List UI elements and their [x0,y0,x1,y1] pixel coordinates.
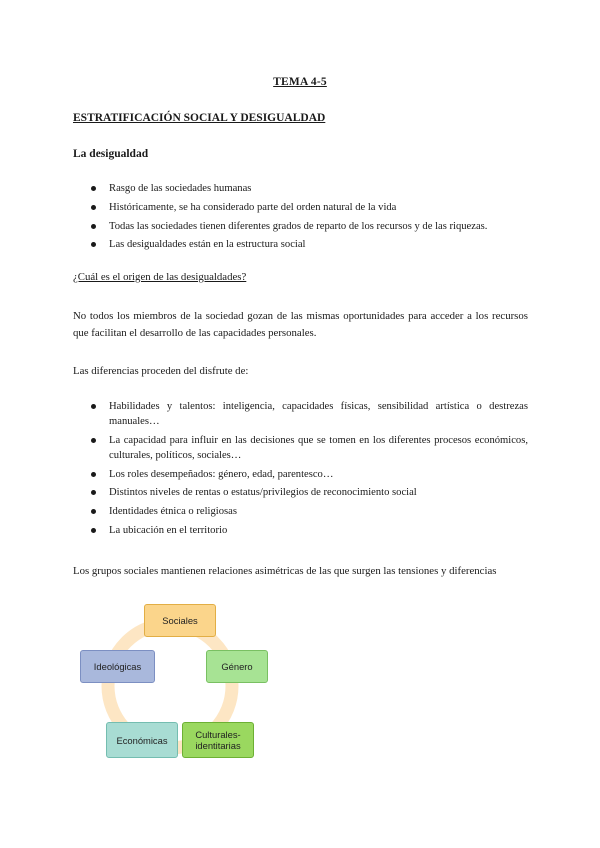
list-item: La capacidad para influir en las decisiones que se tomen en los diferentes procesos económicos, culturales, políticos, sociales… [73,433,528,463]
list-item: Históricamente, se ha considerado parte del orden natural de la vida [73,200,528,215]
node-sociales: Sociales [144,604,216,637]
diferencias-list [73,399,528,542]
list-item: Los roles desempeñados: género, edad, parentesco… [73,467,528,482]
list-item: Habilidades y talentos: inteligencia, capacidades físicas, sensibilidad artística o destrezas manuales… [73,399,528,429]
node-culturales-identitarias: Culturales-identitarias [182,722,254,758]
paragraph-diferencias: Las diferencias proceden del disfrute de: [73,365,249,377]
list-item: Distintos niveles de rentas o estatus/privilegios de reconocimiento social [73,485,528,500]
document-title: TEMA 4-5 [273,76,327,88]
list-item: Las desigualdades están en la estructura social [73,237,528,252]
subsection-heading: La desigualdad [73,148,149,160]
node-ideologicas: Ideológicas [80,650,155,683]
desigualdad-list [73,181,528,256]
list-item: Identidades étnica o religiosas [73,504,528,519]
node-genero: Género [206,650,268,683]
node-economicas: Económicas [106,722,178,758]
question-heading: ¿Cuál es el origen de las desigualdades? [73,271,247,283]
list-item: La ubicación en el territorio [73,523,528,538]
paragraph-oportunidades: No todos los miembros de la sociedad gozan de las mismas oportunidades para acceder a los recursos que facilitan el desarrollo de las capacidades personales. [73,310,528,339]
list-item: Rasgo de las sociedades humanas [73,181,528,196]
paragraph-relaciones: Los grupos sociales mantienen relaciones asimétricas de las que surgen las tensiones y diferencias [73,565,497,577]
section-heading: ESTRATIFICACIÓN SOCIAL Y DESIGUALDAD [73,112,326,124]
list-item: Todas las sociedades tienen diferentes grados de reparto de los recursos y de las riquezas. [73,219,528,234]
cycle-diagram [70,598,270,768]
